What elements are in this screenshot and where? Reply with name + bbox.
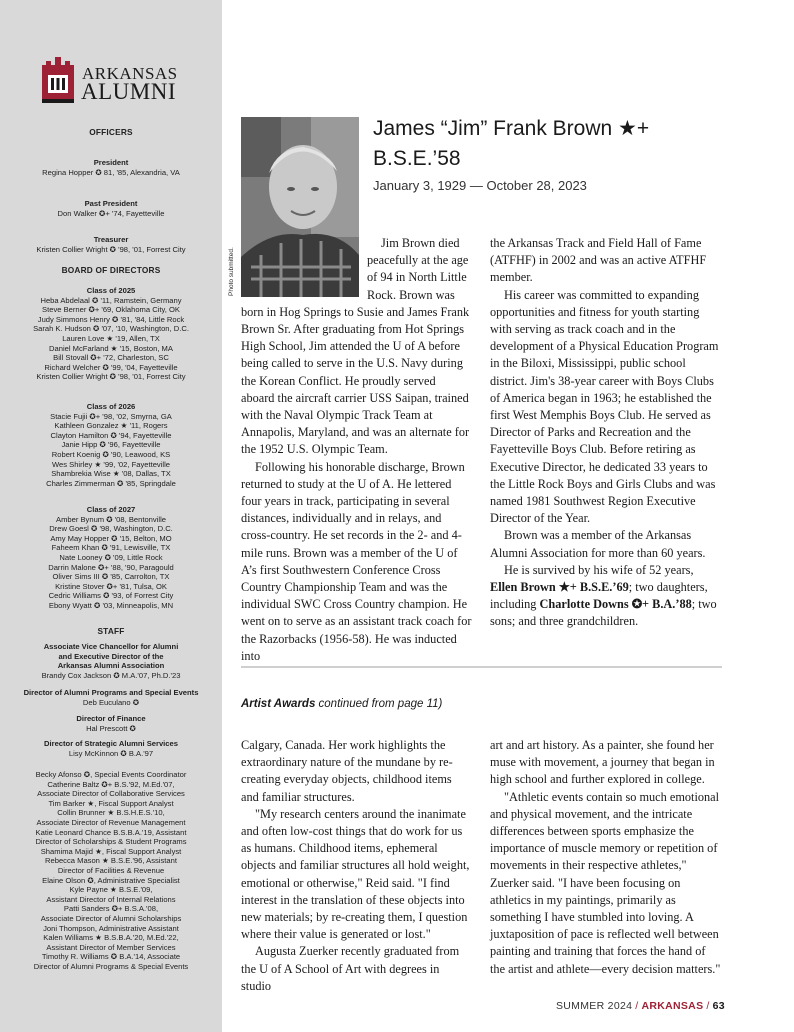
staff-line: Associate Director of Revenue Management [36,817,186,827]
president-name: Regina Hopper ✪ 81, '85, Alexandria, VA [42,167,180,177]
footer-separator: / [706,1000,710,1012]
staff-line: Rebecca Mason ★ B.S.E.'96, Assistant [45,856,177,866]
board-member: Wes Shirley ★ '99, '02, Fayetteville [51,459,171,469]
class-2025-title: Class of 2025 [86,286,136,295]
staff-list [0,770,222,971]
board-member: Stacie Fujii ✪+ '98, '02, Smyrna, GA [50,411,172,421]
board-member: Drew Goesl ✪ '98, Washington, D.C. [49,524,173,534]
staff-role-name: Lisy McKinnon ✪ B.A.'97 [68,748,154,758]
artist-paragraph: Augusta Zuerker recently graduated from the U of A School of Art with degrees in studio [241,944,460,993]
obituary-column-2 [490,235,723,631]
artist-awards-title: Artist Awards [241,698,316,710]
page-footer [556,1000,725,1012]
survivor-spouse: Ellen Brown ★+ B.S.E.’69 [490,580,629,595]
board-member: Heba Abdelaal ✪ '11, Ramstein, Germany [40,295,182,305]
staff-line: Collin Brunner ★ B.S.H.E.S.'10, [57,808,165,818]
obituary-paragraph: the Arkansas Track and Field Hall of Fame (ATFHF) in 2002 and was an active ATFHF member. [490,236,707,285]
obituary-name [373,114,693,174]
survivor-daughter: Charlotte Downs ✪+ B.A.’88 [539,597,692,612]
artist-paragraph: Calgary, Canada. Her work highlights the extraordinary nature of the mundane by re-creating everyday objects, childhood items and familiar structures. [241,738,453,804]
board-member: Daniel McFarland ★ '15, Boston, MA [49,343,173,353]
board-member: Cedric Williams ✪ '93, of Forrest City [48,591,174,601]
obituary-name-line1: James “Jim” Frank Brown ★+ [373,117,650,140]
board-member: Faheem Khan ✪ '91, Lewisville, TX [51,543,171,553]
staff-line: Becky Afonso ✪, Special Events Coordinator [35,770,187,779]
staff-role-title: Director of Alumni Programs and Special Events [23,688,199,697]
class-2027-title: Class of 2027 [86,505,136,514]
board-member: Kristen Collier Wright ✪ '98, '01, Forrest City [36,372,186,382]
footer-issue: SUMMER 2024 [556,1000,633,1012]
treasurer-block [0,235,222,254]
treasurer-name: Kristen Collier Wright ✪ '98, '01, Forrest City [36,244,186,254]
staff-line: Shamima Majid ★, Fiscal Support Analyst [40,846,182,856]
logo-word-alumni: ALUMNI [81,79,176,104]
board-member: Amber Bynum ✪ '08, Bentonville [56,514,166,524]
board-member: Ebony Wyatt ✪ '03, Minneapolis, MN [48,600,174,610]
president-block [0,158,222,177]
obituary-paragraph: Jim Brown died peacefully at the age of 94 in North Little Rock. Brown was born in Hog Springs to Susie and James Frank Brown Sr. After graduating from Hot Springs High School, Jim attended the U of A before being called to serve in the U.S. Navy during the Korean Conflict. He proudly served aboard the aircraft carrier USS Saipan, trained with the Naval Olympic Track Team at Annapolis, Maryland, and was an alternate for the 1952 U.S. Olympic Team. [241,236,470,457]
staff-line: Director of Facilities & Revenue [57,865,165,875]
artist-paragraph: "Athletic events contain so much emotional and physical movement, and the intricate differences between sports emphasize the importance of muscle memory or repetition of movements in their respective athletes," Zuerker said. "I have been focusing on athletics in my paintings, primarily as something I have stumbled into loving. A juxtaposition of pace is reflected well between painting and training that forces the hand of the artist and athlete—every decision matters." [490,789,721,976]
staff-line: Kalen Williams ★ B.S.B.A.'20, M.Ed.'22, [43,933,179,943]
staff-role-title: and Executive Director of the [58,651,164,661]
class-2027-block [0,505,222,611]
board-member: Steve Berner ✪+ '69, Oklahoma City, OK [42,305,180,315]
staff-line: Tim Barker ★, Fiscal Support Analyst [48,798,174,808]
artist-column-2 [490,737,723,978]
section-divider [241,666,722,668]
survivors-pre: He is survived by his wife of 52 years, [504,562,694,577]
board-member: Shambrekia Wise ★ '08, Dallas, TX [51,469,171,479]
staff-line: Assistant Director of Member Services [46,942,176,952]
board-member: Amy May Hopper ✪ '15, Belton, MO [50,533,172,543]
photo-credit: Photo submitted. [228,247,235,296]
staff-line: Katie Leonard Chance B.S.B.A.'19, Assistant [35,827,187,837]
survivors-post: ; two sons; and three grandchildren. [490,597,717,629]
board-member: Darrin Malone ✪+ '88, '90, Paragould [48,562,174,572]
obituary-name-line2: B.S.E.’58 [373,147,461,170]
board-member: Janie Hipp ✪ '96, Fayetteville [61,440,161,450]
footer-separator: / [635,1000,639,1012]
staff-line: Assistant Director of Internal Relations [46,894,176,904]
old-main-seal-icon [40,57,76,105]
board-heading: BOARD OF DIRECTORS [61,265,161,275]
class-2026-block [0,402,222,488]
staff-line: Joni Thompson, Administrative Assistant [43,923,179,933]
staff-line: Elaine Olson ✪, Administrative Specialist [42,875,180,885]
staff-line: Associate Director of Alumni Scholarships [40,913,182,923]
obituary-paragraph: Following his honorable discharge, Brown returned to study at the U of A. He lettered four years in track, participating in several distances, individually and in relays, and cross-country. He set records in the 2- and 4-mile runs. Brown was a member of the U of A’s first Southwestern Conference Cross Country Championship Team and was the individual SWC Cross Country champion. He went on to serve as an assistant track coach for the Razorbacks (1956-58). He was inducted into [241,459,472,663]
class-2026-title: Class of 2026 [86,402,136,411]
staff-line: Timothy R. Williams ✪ B.A.'14, Associate [41,952,181,962]
artist-paragraph: "My research centers around the inanimate and often low-cost things that do work for us as humans. Childhood items, ephemeral objects and familiar structures all hold weight, emotional or otherwise," Reid said. "I find interest in the translation of these objects into new materials; by re-creating them, I question where their value is generated or lost." [241,806,470,942]
artist-awards-continued: continued from page 11) [315,698,443,710]
sidebar [0,0,222,1032]
staff-role-title: Director of Strategic Alumni Services [44,739,178,748]
obituary-paragraph: His career was committed to expanding opportunities and fitness for youth starting with serving as track coach and in the development of a Physical Education Program in the Biloxi, Mississippi, public school district. Jim's 38-year career with Boys Clubs of America began in 1963; he established the first West Memphis Boys Club. He served as Director of Parks and Recreation and the Fayetteville Boys Club. Before retiring as Executive Director, he dedicated 33 years to the Little Rock Boys and Girls Clubs and was named 1981 Southwest Region Executive Director of the Year. [490,287,719,526]
board-member: Bill Stovall ✪+ '72, Charleston, SC [53,353,169,363]
staff-line: Director of Scholarships & Student Programs [35,837,187,847]
staff-role-title: Director of Finance [76,714,146,723]
treasurer-title: Treasurer [93,235,129,244]
staff-line: Associate Director of Collaborative Services [37,789,185,799]
staff-line: Director of Alumni Programs & Special Events [33,961,189,971]
president-title: President [93,158,129,167]
board-member: Sarah K. Hudson ✪ '07, '10, Washington, D.C. [33,324,189,334]
obituary-column-1 [241,235,472,665]
staff-role-title: Arkansas Alumni Association [57,661,165,671]
logo-word-arkansas: ARKANSAS [82,64,178,83]
artist-paragraph: art and art history. As a painter, she found her muse with movement, a journey that began in high school and further explored in college. [490,738,715,787]
staff-role-title: Associate Vice Chancellor for Alumni [43,642,179,651]
staff-role-avc [0,642,222,680]
board-member: Oliver Sims III ✪ '85, Carrolton, TX [52,572,170,582]
board-member: Judy Simmons Henry ✪ '81, '84, Little Rock [37,314,185,324]
officers-heading: OFFICERS [89,127,133,137]
class-2025-block [0,286,222,382]
arkansas-alumni-logo[interactable] [38,57,188,107]
staff-role-name: Brandy Cox Jackson ✪ M.A.'07, Ph.D.'23 [41,670,181,680]
artist-awards-heading [241,698,442,710]
staff-line: Kyle Payne ★ B.S.E.'09, [69,885,153,895]
board-member: Richard Welcher ✪ '99, '04, Fayetteville [44,362,178,372]
page-number: 63 [712,1000,725,1012]
staff-role-strategic [0,739,222,758]
staff-heading: STAFF [97,626,125,636]
board-member: Lauren Love ★ '19, Allen, TX [62,333,160,343]
staff-line: Catherine Baltz ✪+ B.S.'92, M.Ed.'07, [47,779,175,789]
survivors-mid: ; two daughters, including [490,580,708,612]
staff-role-finance [0,714,222,733]
staff-role-name: Hal Prescott ✪ [86,723,136,733]
board-member: Charles Zimmerman ✪ '85, Springdale [46,478,176,488]
staff-role-programs [0,688,222,707]
artist-column-1 [241,737,472,995]
obituary-survivors [490,562,723,631]
board-member: Kathleen Gonzalez ★ '11, Rogers [54,421,168,431]
past-president-name: Don Walker ✪+ '74, Fayetteville [57,208,165,218]
past-president-block [0,199,222,218]
staff-role-name: Deb Euculano ✪ [82,697,140,707]
footer-brand: ARKANSAS [641,1000,704,1012]
obituary-paragraph: Brown was a member of the Arkansas Alumni Association for more than 60 years. [490,528,706,560]
staff-line: Patti Sanders ✪+ B.S.A.'08, [63,904,159,914]
obituary-dates: January 3, 1929 — October 28, 2023 [373,178,587,193]
board-member: Nate Looney ✪ '09, Little Rock [59,552,163,562]
board-member: Kristine Stover ✪+ '81, Tulsa, OK [55,581,167,591]
board-member: Robert Koenig ✪ '90, Leawood, KS [51,449,171,459]
photo-wrap-spacer [241,235,367,303]
board-member: Clayton Hamilton ✪ '94, Fayetteville [50,430,172,440]
past-president-title: Past President [84,199,138,208]
